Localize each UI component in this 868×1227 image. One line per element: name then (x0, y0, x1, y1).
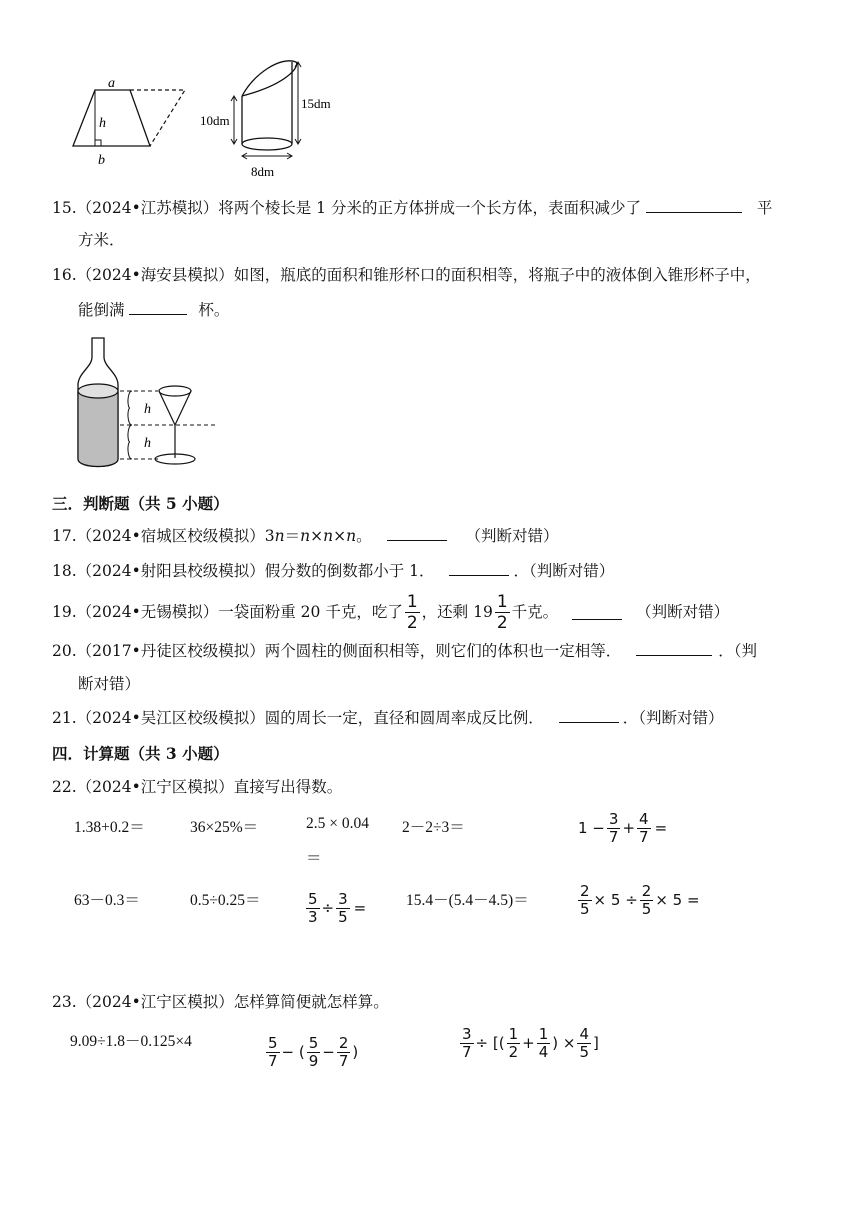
q18-answer-blank[interactable] (449, 561, 509, 576)
fraction (460, 1026, 474, 1061)
bottle-cone-figure (70, 333, 220, 471)
q22-expr-4 (578, 808, 667, 848)
q17-times: × (333, 527, 347, 545)
label-10dm: 10dm (200, 113, 230, 128)
question-23-title: 23.（2024•江宁区模拟）怎样算简便就怎样算。 (52, 993, 389, 1011)
q19-suffix: （判断对错） (636, 603, 730, 621)
q15-answer-blank[interactable] (646, 198, 742, 213)
label-a: a (108, 76, 115, 91)
q20-text: 20.（2017•丹徒区校级模拟）两个圆柱的侧面积相等，则它们的体积也一定相等． (52, 642, 622, 660)
frac-num: 5 (268, 1033, 278, 1052)
expr-eq: = (353, 899, 367, 917)
frac-den: 7 (639, 827, 649, 846)
q18-text: 18.（2024•射阳县校级模拟）假分数的倒数都小于 1． (52, 562, 435, 580)
frac-den: 7 (268, 1051, 278, 1070)
frac-den: 7 (462, 1042, 472, 1061)
q22-expr-6: 0.5÷0.25＝ (190, 892, 261, 909)
section-4-title: 四．计算题（共 3 小题） (52, 744, 229, 763)
question-21 (52, 708, 723, 728)
q20-answer-blank[interactable] (636, 641, 712, 656)
q16-text-end: 杯。 (198, 301, 230, 319)
bottle-label-h1: h (144, 402, 151, 417)
frac-num: 4 (579, 1024, 590, 1043)
q22-expr-3b: 2－2÷3＝ (402, 819, 465, 836)
frac-den: 2 (406, 612, 418, 633)
section-3-title: 三．判断题（共 5 小题） (52, 494, 229, 513)
q19-text-a: 19.（2024•无锡模拟）一袋面粉重 20 千克，吃了 (52, 603, 403, 621)
q19-fraction-remain (495, 592, 510, 633)
frac-den: 5 (580, 899, 590, 918)
bottle-label-h2: h (144, 436, 151, 451)
fraction (336, 891, 350, 926)
q17-var: n (323, 527, 334, 545)
q22-expr-3c: ＝ (306, 850, 322, 867)
q22-expr-1: 1.38+0.2＝ (74, 819, 145, 836)
q22-expr-2: 36×25%＝ (190, 819, 259, 836)
expr-op: ) × (552, 1034, 576, 1052)
expr-op: ] (593, 1034, 599, 1052)
frac-num: 1 (508, 1024, 519, 1043)
q17-end: 。 (356, 527, 372, 545)
q17-answer-blank[interactable] (387, 526, 447, 541)
expr-text: 1 − (578, 819, 605, 837)
q15-text: 15.（2024•江苏模拟）将两个棱长是 1 分米的正方体拼成一个长方体，表面积减少了 (52, 199, 641, 217)
expr-op: + (522, 1034, 535, 1052)
q19-text-b: ，还剩 19 (421, 603, 493, 621)
frac-den: 2 (496, 612, 508, 633)
q22-expr-7 (304, 888, 366, 928)
q17-var: n (274, 527, 285, 545)
expr-op: × 5 = (655, 891, 700, 909)
frac-num: 4 (639, 809, 649, 828)
q23-expr-3 (458, 1022, 599, 1064)
q22-expr-3a: 2.5 × 0.04 (306, 815, 369, 832)
q20-text-end: ．（判 (718, 642, 757, 660)
q23-expr-2 (264, 1031, 358, 1073)
q17-eq: ＝ (284, 527, 301, 545)
question-20-line2: 断对错） (78, 675, 141, 693)
question-16: 16.（2024•海安县模拟）如图，瓶底的面积和锥形杯口的面积相等，将瓶子中的液体倒入锥形杯子中， (52, 266, 761, 284)
frac-den: 9 (308, 1051, 319, 1070)
frac-num: 2 (338, 1033, 349, 1052)
frac-den: 5 (579, 1042, 590, 1061)
frac-num: 3 (338, 889, 348, 908)
question-15 (52, 198, 772, 218)
frac-den: 2 (508, 1042, 519, 1061)
expr-op: ÷ (321, 899, 335, 917)
frac-den: 7 (608, 827, 619, 846)
fraction (507, 1026, 521, 1061)
label-b: b (98, 153, 105, 168)
fraction (578, 883, 592, 918)
question-16-line2 (78, 300, 229, 320)
fraction (307, 1035, 321, 1070)
fraction (266, 1035, 280, 1070)
q17-prefix: 17.（2024•宿城区校级模拟）3 (52, 527, 275, 545)
q22-expr-9 (576, 880, 700, 920)
frac-num: 1 (538, 1024, 549, 1043)
frac-den: 7 (338, 1051, 349, 1070)
fraction (637, 811, 651, 846)
q18-suffix: ．（判断对错） (513, 562, 615, 580)
fraction (640, 883, 654, 918)
question-19 (52, 588, 729, 636)
frac-num: 2 (580, 881, 590, 900)
q19-answer-blank[interactable] (572, 605, 622, 620)
q19-fraction-half (405, 592, 420, 633)
frac-num: 5 (308, 889, 318, 908)
label-8dm: 8dm (251, 164, 275, 179)
frac-num: 1 (496, 591, 508, 612)
frac-num: 2 (641, 881, 652, 900)
q21-text: 21.（2024•吴江区校级模拟）圆的周长一定，直径和圆周率成反比例． (52, 709, 544, 727)
frac-den: 3 (308, 907, 318, 926)
expr-op: − (322, 1043, 335, 1061)
q23-expr-1: 9.09÷1.8－0.125×4 (70, 1033, 192, 1050)
q22-expr-8: 15.4－(5.4－4.5)＝ (406, 892, 529, 909)
trapezoid-parallelogram-figure (60, 72, 195, 172)
expr-op: + (622, 819, 636, 837)
question-22-title: 22.（2024•江宁区模拟）直接写出得数。 (52, 778, 343, 796)
expr-op: ) (352, 1043, 359, 1061)
q21-suffix: ．（判断对错） (622, 709, 724, 727)
fraction (537, 1026, 551, 1061)
frac-num: 5 (308, 1033, 319, 1052)
question-17 (52, 526, 558, 546)
fraction (306, 891, 320, 926)
question-18 (52, 561, 614, 581)
frac-num: 3 (462, 1024, 472, 1043)
frac-num: 1 (406, 591, 418, 612)
frac-num: 3 (608, 809, 619, 828)
slanted-cylinder-figure (196, 52, 346, 182)
label-15dm: 15dm (301, 96, 331, 111)
fraction (607, 811, 621, 846)
q16-answer-blank[interactable] (129, 300, 187, 315)
fraction (337, 1035, 351, 1070)
q22-expr-5: 63－0.3＝ (74, 892, 140, 909)
question-20 (52, 641, 757, 661)
expr-op: − ( (281, 1043, 305, 1061)
expr-op: ÷ [( (475, 1034, 505, 1052)
fraction (577, 1026, 591, 1061)
q15-text-end: 平 (756, 199, 773, 217)
q17-var: n (346, 527, 357, 545)
q19-text-c: 千克。 (511, 603, 559, 621)
expr-eq: = (654, 819, 668, 837)
label-h: h (99, 116, 106, 131)
frac-den: 5 (641, 899, 652, 918)
q21-answer-blank[interactable] (559, 708, 619, 723)
frac-den: 4 (538, 1042, 549, 1061)
q17-suffix: （判断对错） (465, 527, 559, 545)
expr-op: × 5 ÷ (593, 891, 638, 909)
q17-times: × (310, 527, 324, 545)
frac-den: 5 (338, 907, 348, 926)
question-15-line2: 方米． (78, 231, 125, 249)
q16-text: 能倒满 (78, 301, 125, 319)
q17-var: n (300, 527, 311, 545)
